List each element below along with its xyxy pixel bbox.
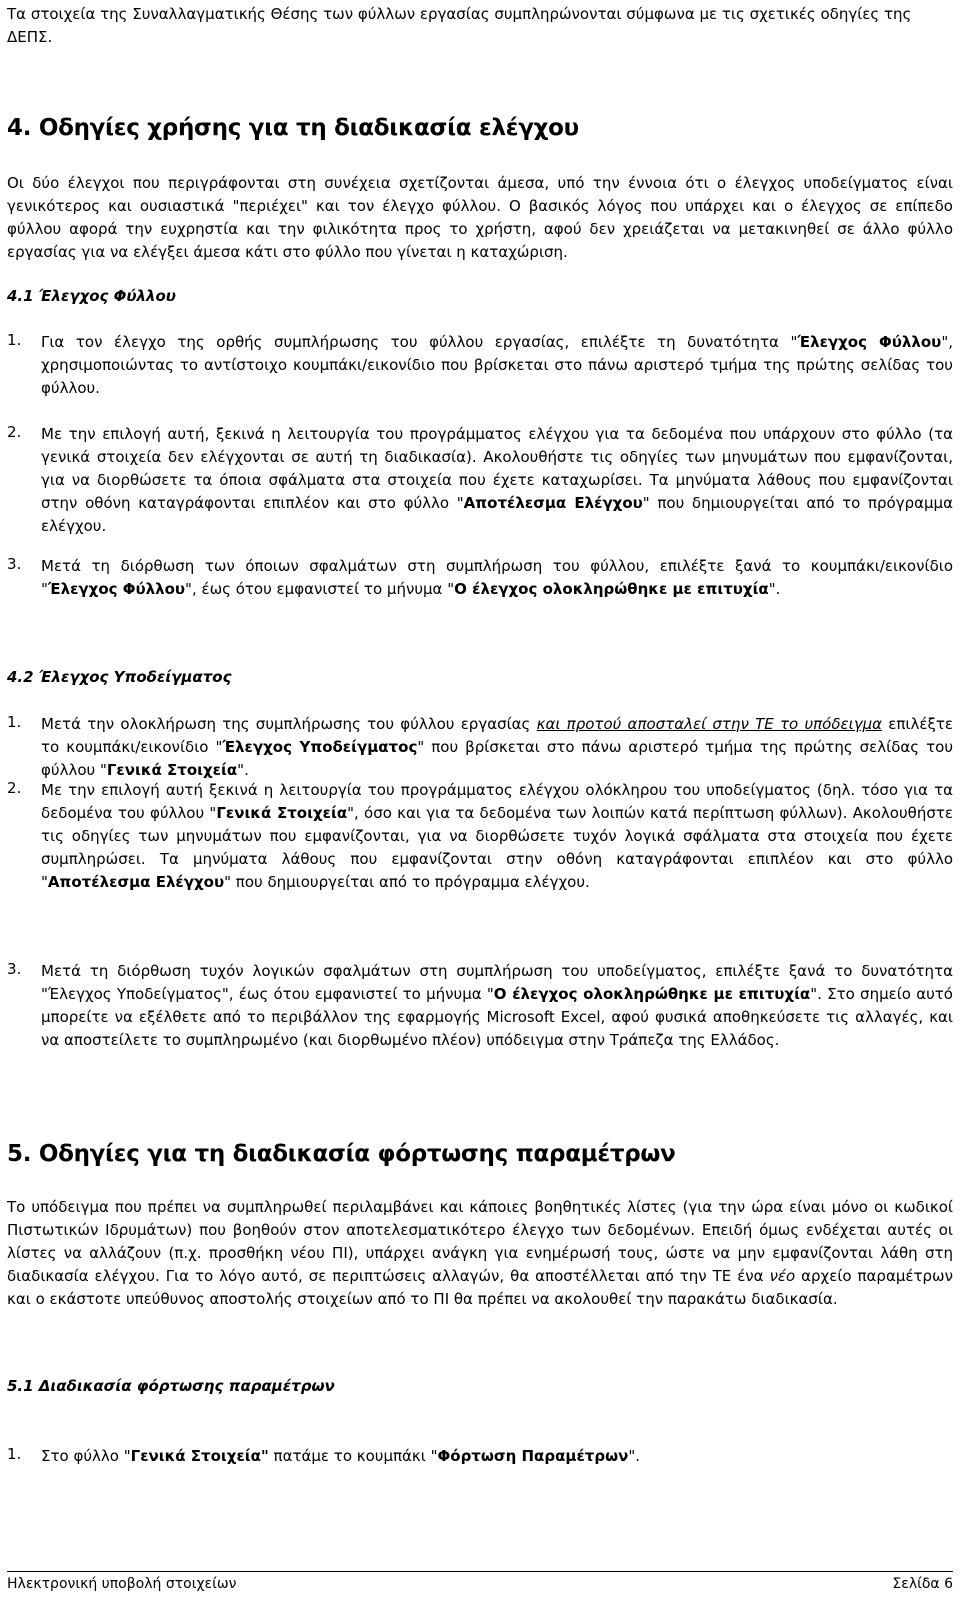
section-4-paragraph <box>7 172 953 264</box>
section-5-paragraph <box>7 1196 953 1311</box>
section-4-2-item-3 <box>7 960 953 1052</box>
section-4-2-item-2 <box>7 779 953 894</box>
section-4-heading: 4. Οδηγίες χρήσης για τη διαδικασία ελέγχου <box>7 115 579 141</box>
item-text: Με την επιλογή αυτή, ξεκινά η λειτουργία του προγράμματος ελέγχου για τα δεδομένα που υπάρχουν στο φύλλο (τα γενικά στοιχεία δεν ελέγχονται σε αυτή τη διαδικασία). Ακολουθήστε τις οδηγίες των μηνυμάτων που εμφανίζονται, για να διορθώσετε τα όποια σφάλματα στα στοιχεία που έχετε καταχωρίσει. Τα μηνύματα λάθους που εμφανίζονται στην οθόνη καταγράφονται επιπλέον και στο φύλλο "Αποτέλεσμα Ελέγχου" που δημιουργείται από το πρόγραμμα ελέγχου. <box>41 425 953 535</box>
item-text: Για τον έλεγχο της ορθής συμπλήρωσης του φύλλου εργασίας, επιλέξτε τη δυνατότητα "Έλεγχος Φύλλου", χρησιμοποιώντας το αντίστοιχο κουμπάκι/εικονίδιο που βρίσκεται στο πάνω αριστερό τμήμα της πρώτης σελίδας του φύλλου. <box>41 333 953 397</box>
section-4-2-heading: 4.2 Έλεγχος Υποδείγματος <box>7 668 232 686</box>
section-5-text: Το υπόδειγμα που πρέπει να συμπληρωθεί περιλαμβάνει και κάποιες βοηθητικές λίστες (για την ώρα είναι μόνο οι κωδικοί Πιστωτικών Ιδρυμάτων) που βοηθούν στον αποτελεσματικότερο έλεγχο των δεδομένων. Επειδή όμως ενδέχεται αυτές οι λίστες να αλλάζουν (π.χ. προσθήκη νέου ΠΙ), υπάρχει ανάγκη για ενημέρωσή τους, ώστε να μην εμφανίζονται λάθη στη διαδικασία ελέγχου. Για το λόγο αυτό, σε περιπτώσεις αλλαγών, θα αποστέλλεται από την ΤΕ ένα νέο αρχείο παραμέτρων και ο εκάστοτε υπεύθυνος αποστολής στοιχείων από το ΠΙ θα πρέπει να ακολουθεί την παρακάτω διαδικασία. <box>7 1198 953 1308</box>
item-number: 1. <box>7 1445 22 1463</box>
section-4-2-item-1 <box>7 713 954 782</box>
item-number: 3. <box>7 960 22 978</box>
item-number: 2. <box>7 779 22 797</box>
section-4-1-item-3 <box>7 555 953 601</box>
item-number: 1. <box>7 331 22 349</box>
section-4-1-item-1 <box>7 331 953 400</box>
item-text: Μετά τη διόρθωση τυχόν λογικών σφαλμάτων στη συμπλήρωση του υποδείγματος, επιλέξτε ξανά το δυνατότητα "Έλεγχος Υποδείγματος", έως ότου εμφανιστεί το μήνυμα "Ο έλεγχος ολοκληρώθηκε με επιτυχία". Στο σημείο αυτό μπορείτε να εξέλθετε από το περιβάλλον της εφαρμογής Microsoft Excel, αφού φυσικά αποθηκεύσετε τις αλλαγές, και να αποστείλετε το συμπληρωμένο (και διορθωμένο πλέον) υπόδειγμα στην Τράπεζα της Ελλάδος. <box>41 962 953 1049</box>
item-text: Μετά την ολοκλήρωση της συμπλήρωσης του φύλλου εργασίας και προτού αποσταλεί στην ΤΕ το υπόδειγμα επιλέξτε το κουμπάκι/εικονίδιο "Έλεγχος Υποδείγματος" που βρίσκεται στο πάνω αριστερό τμήμα της πρώτης σελίδας του φύλλου "Γενικά Στοιχεία". <box>41 715 954 779</box>
page-footer <box>7 1571 953 1596</box>
section-5-1-item-1 <box>7 1445 953 1468</box>
section-5-1-heading: 5.1 Διαδικασία φόρτωσης παραμέτρων <box>7 1377 335 1395</box>
page-number: Σελίδα 6 <box>892 1576 953 1592</box>
footer-title: Ηλεκτρονική υποβολή στοιχείων <box>7 1576 237 1592</box>
section-4-1-item-2 <box>7 423 953 538</box>
item-text: Μετά τη διόρθωση των όποιων σφαλμάτων στη συμπλήρωση του φύλλου, επιλέξτε ξανά το κουμπάκι/εικονίδιο "Έλεγχος Φύλλου", έως ότου εμφανιστεί το μήνυμα "Ο έλεγχος ολοκληρώθηκε με επιτυχία". <box>41 557 953 598</box>
item-text: Με την επιλογή αυτή ξεκινά η λειτουργία του προγράμματος ελέγχου ολόκληρου του υποδείγματος (δηλ. τόσο για τα δεδομένα του φύλλου "Γενικά Στοιχεία", όσο και για τα δεδομένα των λοιπών κατά περίπτωση φύλλων). Ακολουθήστε τις οδηγίες των μηνυμάτων που εμφανίζονται, για να διορθώσετε τυχόν λογικά σφάλματα στα στοιχεία που έχετε συμπληρώσει. Τα μηνύματα λάθους που εμφανίζονται στην οθόνη καταγράφονται επιπλέον και στο φύλλο "Αποτέλεσμα Ελέγχου" που δημιουργείται από το πρόγραμμα ελέγχου. <box>41 781 953 891</box>
section-4-text: Οι δύο έλεγχοι που περιγράφονται στη συνέχεια σχετίζονται άμεσα, υπό την έννοια ότι ο έλεγχος υποδείγματος είναι γενικότερος και ουσιαστικά "περιέχει" και τον έλεγχο φύλλου. Ο βασικός λόγος που υπάρχει και ο έλεγχος σε επίπεδο φύλλου αφορά την ευχρηστία και την φιλικότητα προς το χρήστη, αφού δεν χρειάζεται να μετακινηθεί σε άλλο φύλλο εργασίας για να ελέγξει άμεσα κάτι στο φύλλο που γίνεται η καταχώριση. <box>7 174 953 261</box>
item-number: 2. <box>7 423 22 441</box>
section-4-1-heading: 4.1 Έλεγχος Φύλλου <box>7 287 176 305</box>
section-5-heading: 5. Οδηγίες για τη διαδικασία φόρτωσης παραμέτρων <box>7 1141 676 1167</box>
intro-paragraph: Τα στοιχεία της Συναλλαγματικής Θέσης των φύλλων εργασίας συμπληρώνονται σύμφωνα με τις σχετικές οδηγίες της ΔΕΠΣ. <box>7 5 912 46</box>
item-number: 3. <box>7 555 22 573</box>
item-number: 1. <box>7 713 22 731</box>
item-text: Στο φύλλο "Γενικά Στοιχεία" πατάμε το κουμπάκι "Φόρτωση Παραμέτρων". <box>41 1447 641 1465</box>
